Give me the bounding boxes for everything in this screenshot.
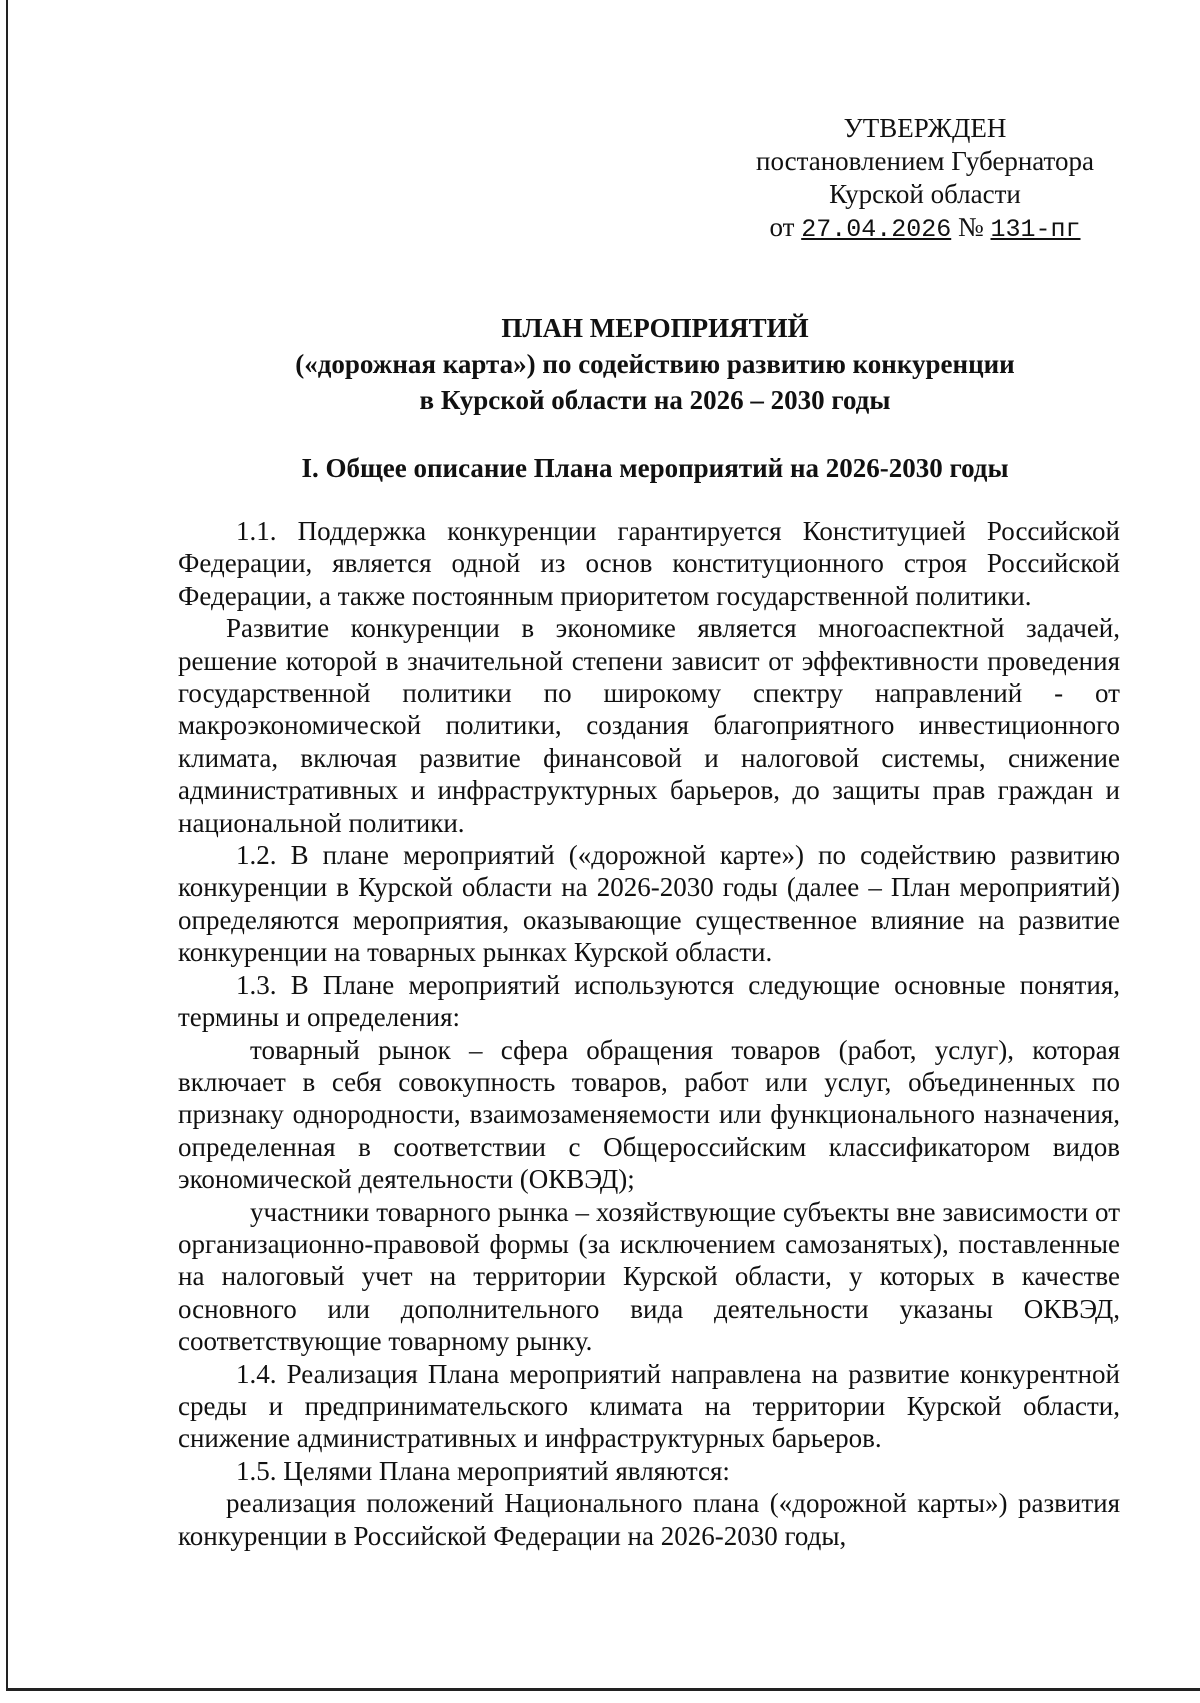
approval-date: 27.04.2026 (801, 215, 952, 244)
document-body (178, 515, 1120, 1552)
approval-line-2: Курской области (829, 179, 1021, 209)
paragraph: 1.3. В Плане мероприятий используются следующие основные понятия, термины и определения: (178, 969, 1120, 1033)
page-left-border (6, 0, 8, 1690)
approval-heading: УТВЕРЖДЕН (843, 113, 1007, 143)
paragraph: товарный рынок – сфера обращения товаров (работ, услуг), которая включает в себя совокупность товаров, работ или услуг, объединенных по признаку однородности, взаимозаменяемости или функционального назначения, определенная в соответствии с Общероссийским классификатором видов экономической деятельности (ОКВЭД); (178, 1034, 1120, 1195)
paragraph: реализация положений Национального плана («дорожной карты») развития конкуренции в Российской Федерации на 2026-2030 годы, (178, 1488, 1120, 1551)
paragraph: 1.2. В плане мероприятий («дорожной карте») по содействию развитию конкуренции в Курской области на 2026-2030 годы (далее – План мероприятий) определяются мероприятия, оказывающие существенное влияние на развитие конкуренции на товарных рынках Курской области. (178, 840, 1120, 968)
paragraph: 1.1. Поддержка конкуренции гарантируется Конституцией Российской Федерации, является одной из основ конституционного строя Российской Федерации, а также постоянным приоритетом государственной политики. (178, 516, 1120, 611)
title-line-2: («дорожная карта») по содействию развитию конкуренции (295, 349, 1015, 379)
page-bottom-border (6, 1688, 1200, 1691)
title-line-3: в Курской области на 2026 – 2030 годы (419, 385, 891, 415)
approval-line-1: постановлением Губернатора (756, 146, 1094, 176)
paragraph: Развитие конкуренции в экономике является многоаспектной задачей, решение которой в значительной степени зависит от эффективности проведения государственной политики по широкому спектру направлений - от макроэкономической политики, создания благоприятного инвестиционного климата, включая развитие финансовой и налоговой системы, снижение административных и инфраструктурных барьеров, до защиты прав граждан и национальной политики. (178, 613, 1120, 838)
paragraph: 1.5. Целями Плана мероприятий являются: (236, 1455, 730, 1486)
document-title (180, 310, 1130, 418)
number-sign: № (957, 212, 984, 242)
title-line-1: ПЛАН МЕРОПРИЯТИЙ (501, 313, 809, 343)
paragraph: 1.4. Реализация Плана мероприятий направлена на развитие конкурентной среды и предпринимательского климата на территории Курской области, снижение административных и инфраструктурных барьеров. (178, 1358, 1120, 1454)
paragraph: участники товарного рынка – хозяйствующие субъекты вне зависимости от организационно-правовой формы (за исключением самозанятых), поставленные на налоговый учет на территории Курской области, у которых в качестве основного или дополнительного вида деятельности указаны ОКВЭД, соответствующие товарному рынку. (178, 1196, 1120, 1357)
date-prefix: от (769, 212, 795, 242)
approval-block (735, 112, 1115, 246)
section-heading: I. Общее описание Плана мероприятий на 2026-2030 годы (301, 453, 1009, 483)
approval-date-line (735, 211, 1115, 246)
approval-number: 131-пг (990, 215, 1081, 244)
